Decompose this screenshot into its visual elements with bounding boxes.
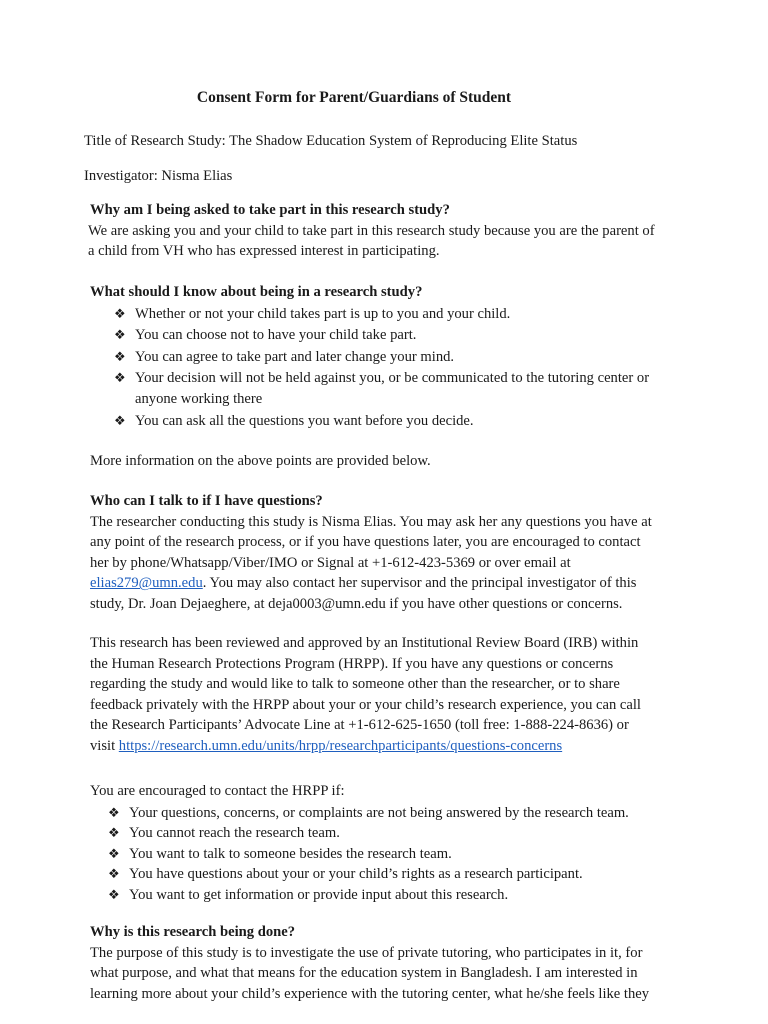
paragraph-line [90,736,690,757]
list-item-text: You can choose not to have your child take part. [135,327,417,344]
section-contact-hrpp [90,781,690,906]
list-item [90,325,690,346]
hrpp-url-link[interactable]: https://research.umn.edu/units/hrpp/researchparticipants/questions-concerns [118,737,563,754]
diamond-bullet-icon: ❖ [108,825,120,841]
paragraph-line: feedback privately with the HRPP about your or your child’s research experience, you can call [90,696,641,713]
page-title: Consent Form for Parent/Guardians of Student [196,89,512,106]
diamond-bullet-icon: ❖ [114,412,126,428]
paragraph-line: We are asking you and your child to take part in this research study because you are the parent of [88,222,655,239]
section-heading: What should I know about being in a research study? [90,284,423,300]
list-item-text: anyone working there [135,390,263,407]
list-item-text: Your decision will not be held against you, or be communicated to the tutoring center or [135,370,650,387]
section-who-to-talk [90,491,690,615]
list-item-text: You want to get information or provide input about this research. [129,886,509,903]
paragraph-line: a child from VH who has expressed interest in participating. [88,243,440,260]
paragraph-line: You are encouraged to contact the HRPP if: [90,783,345,799]
list-item-text: Your questions, concerns, or complaints are not being answered by the research team. [129,804,629,821]
diamond-bullet-icon: ❖ [114,370,126,386]
paragraph-line: what purpose, and what that means for the education system in Bangladesh. I am interested in [90,965,638,982]
section-why-research [90,922,690,1004]
diamond-bullet-icon: ❖ [114,348,126,364]
list-item [90,844,690,865]
list-item-text: You can agree to take part and later change your mind. [135,348,455,365]
paragraph-line: The researcher conducting this study is Nisma Elias. You may ask her any questions you have at [90,513,652,530]
list-item-text: You want to talk to someone besides the research team. [129,845,452,862]
paragraph-line: her by phone/Whatsapp/Viber/IMO or Signal at +1-612-423-5369 or over email at [90,554,571,571]
section-heading: Why is this research being done? [90,924,296,940]
paragraph-line: The purpose of this study is to investigate the use of private tutoring, who participates in it, for [90,944,643,961]
diamond-bullet-icon: ❖ [108,845,120,861]
list-item [90,864,690,885]
diamond-bullet-icon: ❖ [108,804,120,820]
paragraph-line: learning more about your child’s experience with the tutoring center, what he/she feels like they [90,985,650,1002]
list-item [90,304,690,325]
section-what-to-know [90,282,690,431]
paragraph-text: visit [90,737,119,754]
investigator: Investigator: Nisma Elias [84,168,233,184]
list-item [90,803,690,824]
section-why-asked [90,200,690,262]
paragraph-line: the Research Participants’ Advocate Line at +1-612-625-1650 (toll free: 1-888-224-8636) or [90,717,629,734]
list-item-text: Whether or not your child takes part is up to you and your child. [135,305,511,322]
list-item [90,823,690,844]
diamond-bullet-icon: ❖ [114,305,126,321]
paragraph-line: regarding the study and would like to talk to someone other than the researcher, or to share [90,676,620,693]
list-item [90,368,690,409]
diamond-bullet-icon: ❖ [108,886,120,902]
more-info-note: More information on the above points are provided below. [90,453,431,469]
diamond-bullet-icon: ❖ [114,327,126,343]
researcher-email-link[interactable]: elias279@umn.edu [90,575,203,592]
paragraph-line: This research has been reviewed and approved by an Institutional Review Board (IRB) within [90,635,639,651]
section-heading: Why am I being asked to take part in this research study? [90,202,450,218]
section-irb-info [90,633,690,757]
bullet-list [90,803,690,906]
diamond-bullet-icon: ❖ [108,866,120,882]
paragraph-line: the Human Research Protections Program (HRPP). If you have any questions or concerns [90,655,614,672]
list-item [90,347,690,368]
paragraph-line: study, Dr. Joan Dejaeghere, at deja0003@umn.edu if you have other questions or concerns. [90,595,623,612]
section-heading: Who can I talk to if I have questions? [90,493,323,509]
list-item-text: You cannot reach the research team. [129,825,340,842]
paragraph-line [90,573,690,594]
paragraph-line: any point of the research process, or if you have questions later, you are encouraged to contact [90,534,641,551]
list-item [90,411,690,432]
list-item-text: You can ask all the questions you want before you decide. [135,412,474,429]
list-item-text: You have questions about your or your child’s rights as a research participant. [129,866,583,883]
list-item [90,885,690,906]
paragraph-text: . You may also contact her supervisor and the principal investigator of this [202,575,637,592]
study-title: Title of Research Study: The Shadow Education System of Reproducing Elite Status [84,133,578,149]
bullet-list [90,304,690,432]
